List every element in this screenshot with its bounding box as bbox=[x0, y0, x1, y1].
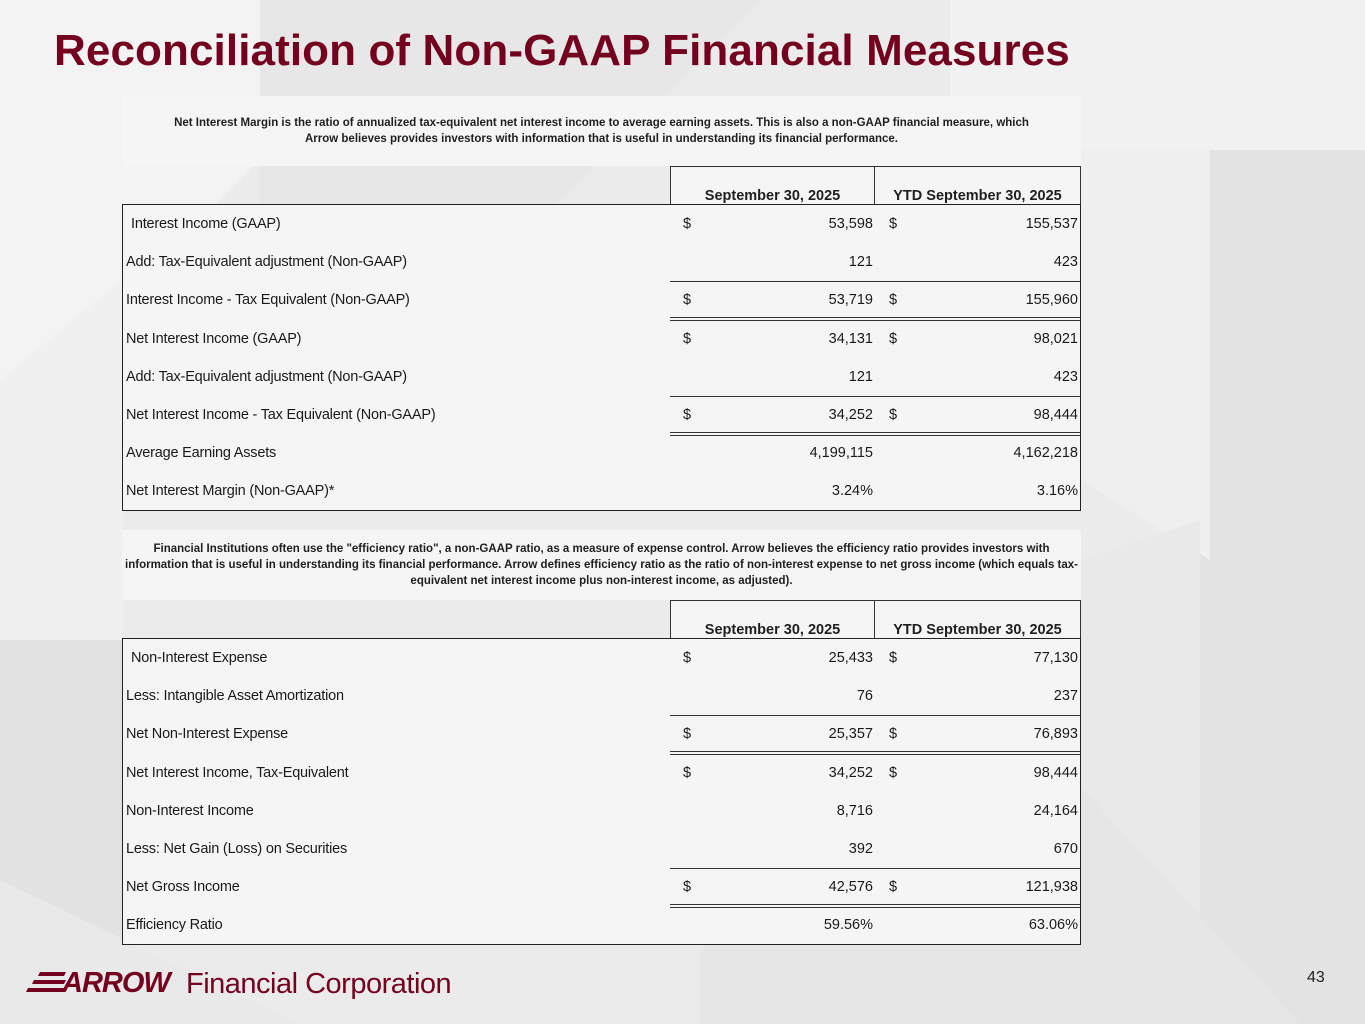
row-label: Non-Interest Expense bbox=[131, 650, 268, 666]
nim-reconciliation-table bbox=[122, 204, 1081, 511]
row-label: Efficiency Ratio bbox=[126, 917, 223, 934]
ytd-value: 98,021 bbox=[1033, 330, 1078, 347]
currency-symbol: $ bbox=[683, 879, 692, 896]
currency-symbol: $ bbox=[889, 330, 898, 347]
table-row bbox=[123, 715, 1080, 753]
row-label: Net Interest Margin (Non-GAAP)* bbox=[126, 483, 335, 500]
table-row bbox=[123, 868, 1080, 906]
quarter-value: 34,252 bbox=[828, 764, 873, 781]
row-label: Average Earning Assets bbox=[126, 445, 277, 462]
currency-symbol: $ bbox=[683, 406, 692, 423]
quarter-value: 25,357 bbox=[828, 726, 873, 743]
logo-brand-text: ARROW bbox=[62, 967, 170, 999]
table-row bbox=[123, 396, 1080, 434]
ytd-value: 98,444 bbox=[1033, 406, 1078, 423]
ytd-value: 3.16% bbox=[1036, 483, 1078, 500]
page-number: 43 bbox=[1307, 969, 1325, 986]
currency-symbol: $ bbox=[889, 879, 898, 896]
row-label: Non-Interest Income bbox=[126, 802, 254, 819]
ytd-value: 98,444 bbox=[1033, 764, 1078, 781]
table-row bbox=[123, 754, 1080, 792]
table-row bbox=[123, 639, 1080, 677]
table-row bbox=[123, 434, 1080, 472]
nim-explanation-note: Net Interest Margin is the ratio of annualized tax-equivalent net interest income to average earning assets. This is also a non-GAAP financial measure, which Arrow believes provides investors with information that is useful in understanding its financial performance. bbox=[122, 96, 1081, 166]
currency-symbol: $ bbox=[683, 764, 692, 781]
currency-symbol: $ bbox=[683, 330, 692, 347]
ytd-value: 4,162,218 bbox=[1013, 445, 1078, 462]
quarter-value: 121 bbox=[848, 254, 873, 271]
ytd-value: 423 bbox=[1053, 254, 1078, 271]
nim-col-header-ytd: YTD September 30, 2025 bbox=[875, 166, 1081, 204]
page-title: Reconciliation of Non-GAAP Financial Measures bbox=[54, 26, 1070, 75]
currency-symbol: $ bbox=[683, 726, 692, 743]
table-row bbox=[123, 320, 1080, 358]
quarter-value: 392 bbox=[848, 840, 873, 857]
quarter-value: 42,576 bbox=[828, 879, 873, 896]
nim-column-headers bbox=[670, 166, 1081, 205]
currency-symbol: $ bbox=[889, 764, 898, 781]
ytd-value: 121,938 bbox=[1025, 879, 1078, 896]
efficiency-col-header-ytd: YTD September 30, 2025 bbox=[875, 600, 1081, 638]
table-row bbox=[123, 472, 1080, 510]
table-row bbox=[123, 906, 1080, 944]
ytd-value: 423 bbox=[1053, 368, 1078, 385]
row-label: Less: Net Gain (Loss) on Securities bbox=[126, 840, 348, 857]
row-label: Interest Income (GAAP) bbox=[131, 216, 281, 232]
row-label: Net Interest Income, Tax-Equivalent bbox=[126, 764, 349, 781]
quarter-value: 53,719 bbox=[828, 292, 873, 309]
row-label: Add: Tax-Equivalent adjustment (Non-GAAP) bbox=[126, 254, 407, 271]
currency-symbol: $ bbox=[889, 292, 898, 309]
quarter-value: 121 bbox=[848, 368, 873, 385]
quarter-value: 34,252 bbox=[828, 406, 873, 423]
quarter-value: 53,598 bbox=[828, 216, 873, 232]
quarter-value: 25,433 bbox=[828, 650, 873, 666]
table-row bbox=[123, 281, 1080, 319]
ytd-value: 237 bbox=[1053, 688, 1078, 705]
efficiency-column-headers bbox=[670, 600, 1081, 639]
nim-col-header-quarter: September 30, 2025 bbox=[670, 166, 875, 204]
ytd-value: 24,164 bbox=[1033, 802, 1078, 819]
table-row bbox=[123, 677, 1080, 715]
row-label: Less: Intangible Asset Amortization bbox=[126, 688, 344, 705]
ytd-value: 155,537 bbox=[1025, 216, 1078, 232]
row-label: Net Interest Income - Tax Equivalent (Non-GAAP) bbox=[126, 406, 436, 423]
ytd-value: 77,130 bbox=[1033, 650, 1078, 666]
table-row bbox=[123, 243, 1080, 281]
quarter-value: 8,716 bbox=[836, 802, 873, 819]
row-label: Interest Income - Tax Equivalent (Non-GAAP) bbox=[126, 292, 410, 309]
ytd-value: 155,960 bbox=[1025, 292, 1078, 309]
currency-symbol: $ bbox=[683, 216, 692, 232]
quarter-value: 3.24% bbox=[831, 483, 873, 500]
quarter-value: 59.56% bbox=[823, 917, 873, 934]
quarter-value: 4,199,115 bbox=[809, 445, 873, 462]
table-row bbox=[123, 205, 1080, 243]
currency-symbol: $ bbox=[683, 292, 692, 309]
efficiency-reconciliation-table bbox=[122, 638, 1081, 945]
table-row bbox=[123, 358, 1080, 396]
ytd-value: 76,893 bbox=[1033, 726, 1078, 743]
row-label: Add: Tax-Equivalent adjustment (Non-GAAP) bbox=[126, 368, 407, 385]
row-label: Net Interest Income (GAAP) bbox=[126, 330, 302, 347]
row-label: Net Gross Income bbox=[126, 879, 240, 896]
logo-company-text: Financial Corporation bbox=[186, 968, 452, 1000]
quarter-value: 76 bbox=[856, 688, 873, 705]
table-row bbox=[123, 830, 1080, 868]
currency-symbol: $ bbox=[889, 216, 898, 232]
efficiency-explanation-note: Financial Institutions often use the "efficiency ratio", a non-GAAP ratio, as a measure of expense control. Arrow believes the efficiency ratio provides investors with information that is useful in understanding its financial performance. Arrow defines efficiency ratio as the ratio of non-interest expense to net gross income (which equals tax-equivalent net interest income plus non-interest income, as adjusted). bbox=[122, 530, 1081, 600]
row-label: Net Non-Interest Expense bbox=[126, 726, 289, 743]
arrow-bars-icon bbox=[26, 970, 66, 996]
ytd-value: 63.06% bbox=[1028, 917, 1078, 934]
currency-symbol: $ bbox=[889, 650, 898, 666]
efficiency-col-header-quarter: September 30, 2025 bbox=[670, 600, 875, 638]
currency-symbol: $ bbox=[889, 406, 898, 423]
table-row bbox=[123, 792, 1080, 830]
quarter-value: 34,131 bbox=[828, 330, 873, 347]
currency-symbol: $ bbox=[683, 650, 692, 666]
ytd-value: 670 bbox=[1053, 840, 1078, 857]
currency-symbol: $ bbox=[889, 726, 898, 743]
